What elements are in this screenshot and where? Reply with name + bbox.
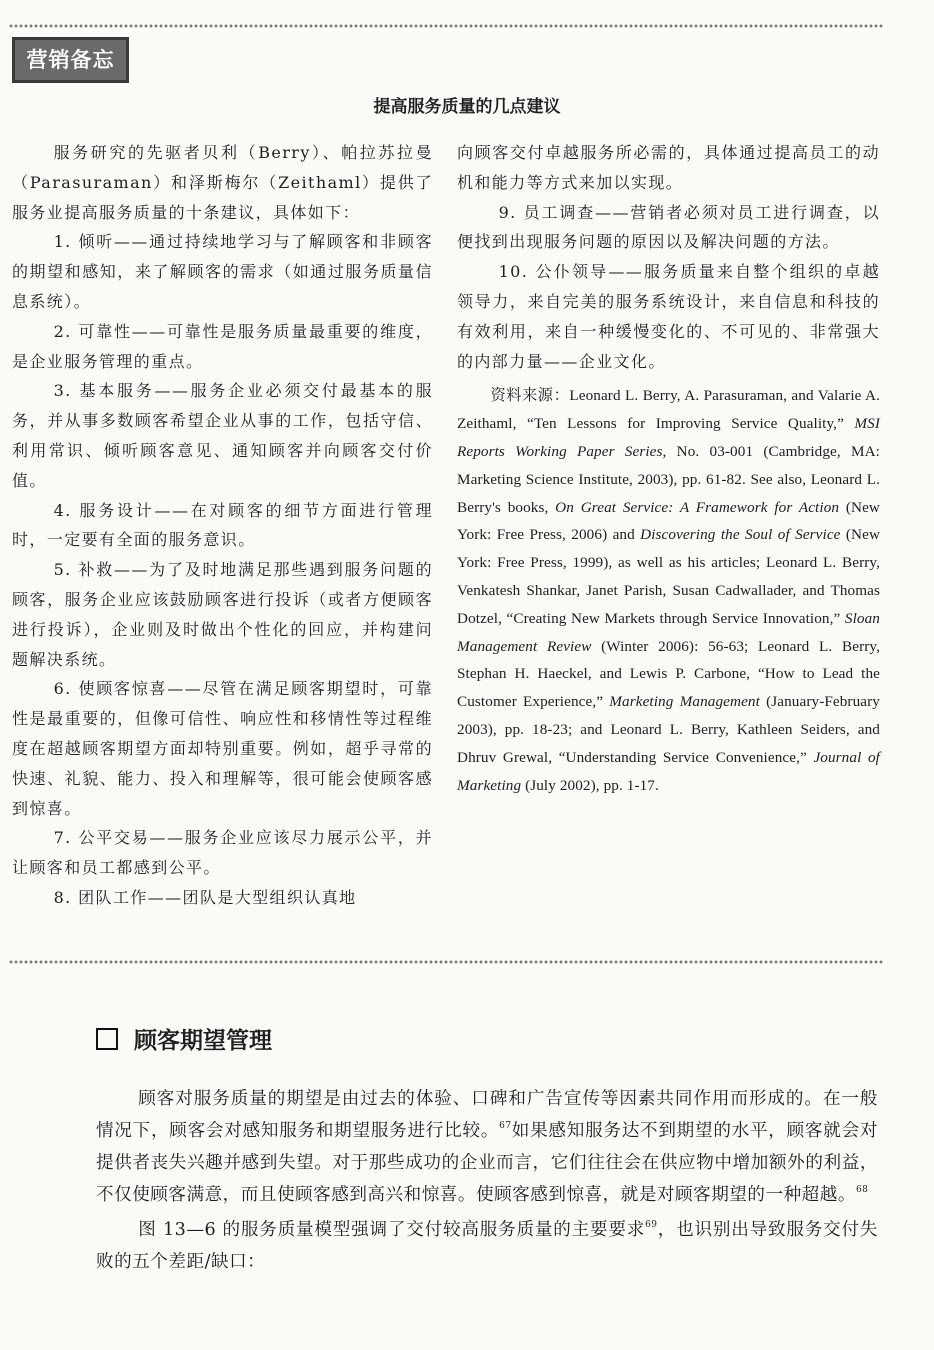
body-paragraph: 顾客对服务质量的期望是由过去的体验、口碑和广告宣传等因素共同作用而形成的。在一般情况下，顾客会对感知服务和期望服务进行比较。$^{67}$如果感知服务达不到期望的水平，顾客就会对提供者丧失兴趣并感到失望。对于那些成功的企业而言，它们往往会在供应物中增加额外的利益，不仅使顾客满意，而且使顾客感到高兴和惊喜。使顾客感到惊喜，就是对顾客期望的一种超越。$^{68}$: [96, 1089, 878, 1205]
tip-item: 4. 服务设计——在对顾客的细节方面进行管理时，一定要有全面的服务意识。: [12, 500, 433, 550]
tip-item: 7. 公平交易——服务企业应该尽力展示公平，并让顾客和员工都感到公平。: [12, 828, 433, 878]
box-intro: 服务研究的先驱者贝利（Berry）、帕拉苏拉曼（Parasuraman）和泽斯梅尔（Zeithaml）提供了服务业提高服务质量的十条建议，具体如下：: [12, 143, 433, 222]
tip-item: 5. 补救——为了及时地满足那些遇到服务问题的顾客，服务企业应该鼓励顾客进行投诉（或者方便顾客进行投诉），企业则及时做出个性化的回应，并构建问题解决系统。: [12, 560, 433, 669]
footnote-ref: 68: [855, 1185, 869, 1195]
square-bullet-icon: [96, 1028, 118, 1050]
top-dotted-rule: [8, 22, 884, 29]
source-citation: 资料来源：Leonard L. Berry, A. Parasuraman, and Valarie A. Zeithaml, “Ten Lessons for Improving Service Quality,” MSI Reports Working Paper Series, No. 03-001 (Cambridge, MA: Marketing Science Institute, 2003), pp. 61-82. See also, Leonard L. Berry's books, On Great Service: A Framework for Action (New York: Free Press, 2006) and Discovering the Soul of Service (New York: Free Press, 1999), as well as his articles; Leonard L. Berry, Venkatesh Shankar, Janet Parish, Susan Cadwallader, and Thomas Dotzel, “Creating New Markets through Service Innovation,” Sloan Management Review (Winter 2006): 56-63; Leonard L. Berry, Stephan H. Haeckel, and Lewis P. Carbone, “How to Lead the Customer Experience,” Marketing Management (January-February 2003), pp. 18-23; and Leonard L. Berry, Kathleen Seiders, and Dhruv Grewal, “Understanding Service Convenience,” Journal of Marketing (July 2002), pp. 1-17.: [457, 387, 881, 794]
memo-tag: 营销备忘: [12, 37, 129, 83]
section-title: 顾客期望管理: [134, 1028, 272, 1054]
body-paragraph: 图 13—6 的服务质量模型强调了交付较高服务质量的主要要求$^{69}$，也识别出导致服务交付失败的五个差距/缺口：: [96, 1220, 878, 1272]
tip-item: 10. 公仆领导——服务质量来自整个组织的卓越领导力，来自完美的服务系统设计，来自信息和科技的有效利用，来自一种缓慢变化的、不可见的、非常强大的内部力量——企业文化。: [457, 262, 880, 371]
box-title: 提高服务质量的几点建议: [373, 97, 561, 117]
footnote-ref: 67: [499, 1121, 512, 1131]
tip-item: 3. 基本服务——服务企业必须交付最基本的服务，并从事多数顾客希望企业从事的工作，包括守信、利用常识、倾听顾客意见、通知顾客并向顾客交付价值。: [12, 381, 433, 490]
section-body: [96, 1083, 878, 1278]
tip-item: 8. 团队工作——团队是大型组织认真地: [53, 887, 357, 907]
tip-item: 2. 可靠性——可靠性是服务质量最重要的维度，是企业服务管理的重点。: [12, 321, 433, 371]
section-heading: [96, 1022, 272, 1055]
box-left-column: [12, 138, 433, 913]
tip-item: 6. 使顾客惊喜——尽管在满足顾客期望时，可靠性是最重要的，但像可信性、响应性和移情性等过程维度在超越顾客期望方面却特别重要。例如，超乎寻常的快速、礼貌、能力、投入和理解等，很可能会使顾客感到惊喜。: [12, 679, 433, 818]
footnote-ref: 69: [645, 1220, 658, 1230]
tip-item-continued: 向顾客交付卓越服务所必需的，具体通过提高员工的动机和能力等方式来加以实现。: [457, 143, 880, 192]
tip-item: 9. 员工调查——营销者必须对员工进行调查，以便找到出现服务问题的原因以及解决问题的方法。: [457, 202, 880, 252]
box-right-column: [457, 138, 880, 799]
tip-item: 1. 倾听——通过持续地学习与了解顾客和非顾客的期望和感知，来了解顾客的需求（如通过服务质量信息系统）。: [12, 232, 433, 311]
bottom-dotted-rule: [8, 958, 884, 965]
